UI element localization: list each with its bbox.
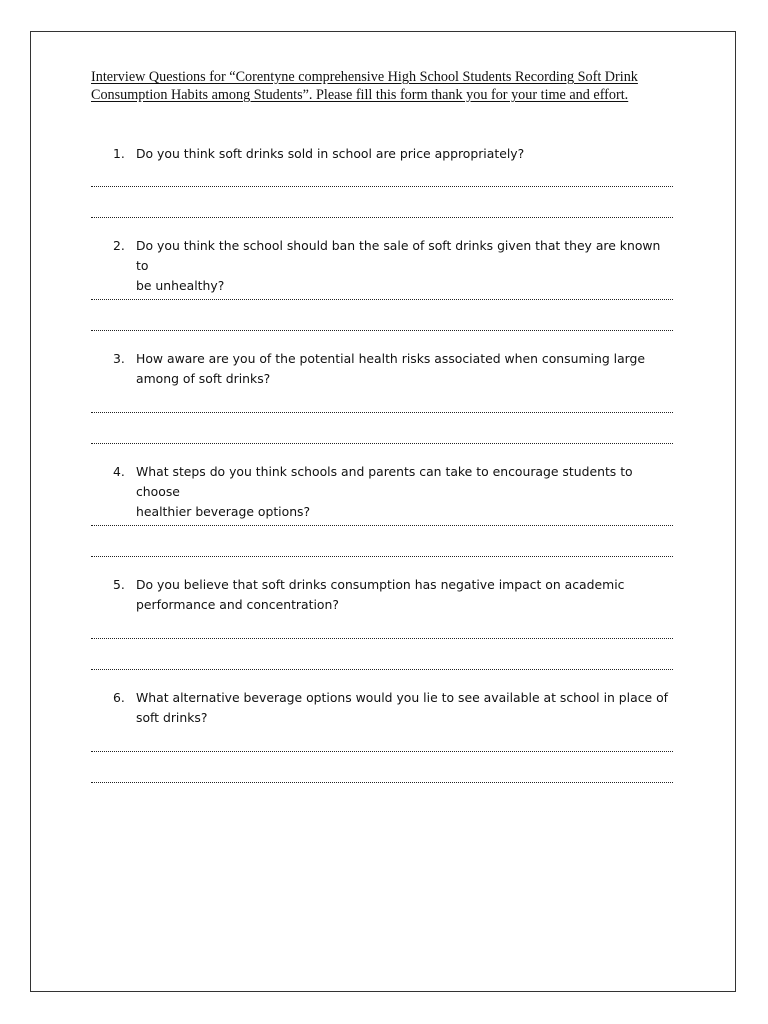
question-1 bbox=[91, 144, 675, 164]
question-number: 1. bbox=[113, 146, 125, 161]
form-intro bbox=[91, 68, 691, 104]
question-3 bbox=[91, 349, 675, 389]
answer-line[interactable] bbox=[91, 443, 673, 444]
question-number: 3. bbox=[113, 351, 125, 366]
question-number: 6. bbox=[113, 690, 125, 705]
question-number: 4. bbox=[113, 464, 125, 479]
answer-line[interactable] bbox=[91, 782, 673, 783]
question-text: Do you believe that soft drinks consumption has negative impact on academic performance and concentration? bbox=[136, 577, 625, 612]
question-number: 5. bbox=[113, 577, 125, 592]
question-6 bbox=[91, 688, 675, 728]
question-text: How aware are you of the potential health risks associated when consuming large among of soft drinks? bbox=[136, 351, 646, 386]
answer-line[interactable] bbox=[91, 751, 673, 752]
answer-line[interactable] bbox=[91, 525, 673, 526]
question-5 bbox=[91, 575, 675, 615]
question-text: Do you think the school should ban the sale of soft drinks given that they are known to be unhealthy? bbox=[136, 238, 661, 293]
question-4 bbox=[91, 462, 675, 522]
intro-line-2: Consumption Habits among Students”. Please fill this form thank you for your time and effort. bbox=[91, 87, 629, 103]
document-page bbox=[30, 31, 736, 992]
answer-line[interactable] bbox=[91, 330, 673, 331]
question-text: What alternative beverage options would you lie to see available at school in place of soft drinks? bbox=[136, 690, 669, 725]
answer-line[interactable] bbox=[91, 186, 673, 187]
answer-line[interactable] bbox=[91, 412, 673, 413]
answer-line[interactable] bbox=[91, 556, 673, 557]
question-number: 2. bbox=[113, 238, 125, 253]
answer-line[interactable] bbox=[91, 638, 673, 639]
question-2 bbox=[91, 236, 675, 296]
intro-line-1: Interview Questions for “Corentyne comprehensive High School Students Recording Soft Drink bbox=[91, 69, 638, 85]
answer-line[interactable] bbox=[91, 299, 673, 300]
question-text: Do you think soft drinks sold in school are price appropriately? bbox=[136, 146, 525, 161]
answer-line[interactable] bbox=[91, 217, 673, 218]
question-text: What steps do you think schools and parents can take to encourage students to choose healthier beverage options? bbox=[136, 464, 633, 519]
answer-line[interactable] bbox=[91, 669, 673, 670]
